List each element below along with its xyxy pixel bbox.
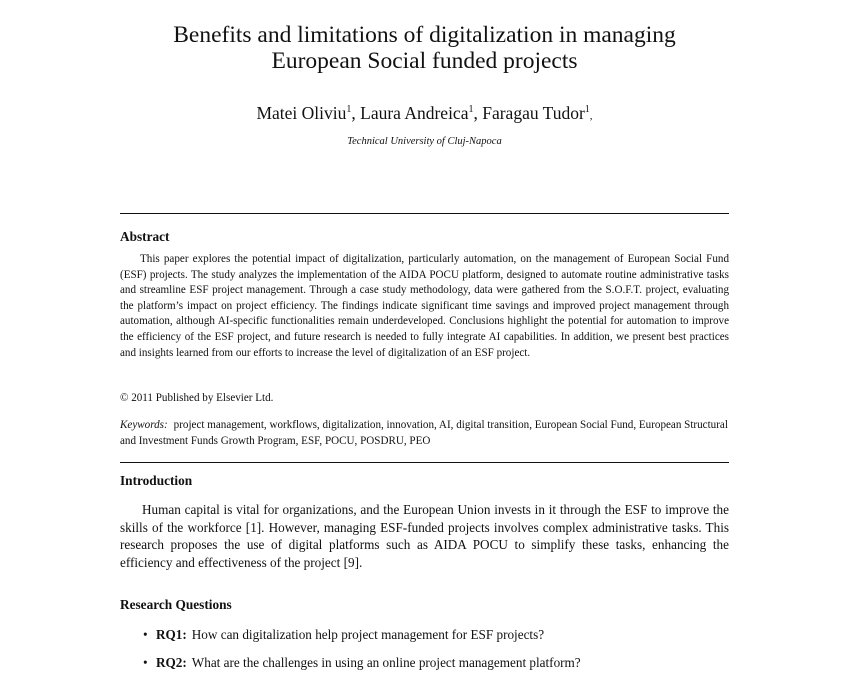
rq-text: What are the challenges in using an online project management platform? [191,655,581,670]
bullet: • [143,627,148,642]
rq-label: RQ2: [156,655,187,670]
author-separator: , [473,103,483,123]
title-line-2: European Social funded projects [271,48,578,74]
paper-title [0,22,849,74]
introduction-heading: Introduction [120,473,193,488]
affiliation: Technical University of Cluj-Napoca [347,136,502,147]
abstract-heading: Abstract [120,229,170,244]
divider-middle [120,462,729,463]
list-item [120,653,729,681]
author-separator: , [351,103,361,123]
author-name: Laura Andreica [360,103,469,123]
keywords-label: Keywords: [120,419,168,431]
author-affiliation-mark: 1 [584,104,590,115]
keywords-text: project management, workflows, digitalization, innovation, AI, digital transition, European Social Fund, European Structural and Investment Funds Growth Program, ESF, POCU, POSDRU, PEO [120,419,728,447]
keywords [120,418,729,449]
author-trailing-mark: , [589,110,593,122]
copyright-notice: © 2011 Published by Elsevier Ltd. [120,392,274,404]
abstract-text: This paper explores the potential impact of digitalization, particularly automation, on the management of European Social Fund (ESF) projects. The study analyzes the implementation of the AIDA POCU platform, designed to automate routine administrative tasks and streamline ESF project management. Through a case study methodology, data were gathered from the S.O.F.T. project, evaluating the platform’s impact on project efficiency. The findings indicate significant time savings and improved project management through automation, although AI-specific functionalities remain underdeveloped. Conclusions highlight the potential for automation to improve the efficiency of the ESF project, and future research is needed to fully integrate AI capabilities. In addition, we present best practices and insights learned from our efforts to increase the level of digitalization of an ESF project. [120,253,729,359]
research-questions-heading: Research Questions [120,597,232,612]
divider-top [120,213,729,214]
bullet: • [143,655,148,670]
author-affiliation-mark: 1 [468,104,474,115]
rq-label: RQ1: [156,627,187,642]
author-name: Faragau Tudor [482,103,585,123]
title-line-1: Benefits and limitations of digitalization in managing [173,22,676,48]
research-questions-list [120,625,729,681]
list-item [120,625,729,653]
author-name: Matei Oliviu [256,103,347,123]
introduction-text: Human capital is vital for organizations, and the European Union invests in it through the ESF to improve the skills of the workforce [1]. However, managing ESF-funded projects involves complex administrative tasks. This research proposes the use of digital platforms such as AIDA POCU to simplify these tasks, enhancing the efficiency and effectiveness of the project [9]. [120,502,729,570]
author-list [0,102,849,127]
author-affiliation-mark: 1 [346,104,352,115]
rq-text: How can digitalization help project management for ESF projects? [191,627,545,642]
